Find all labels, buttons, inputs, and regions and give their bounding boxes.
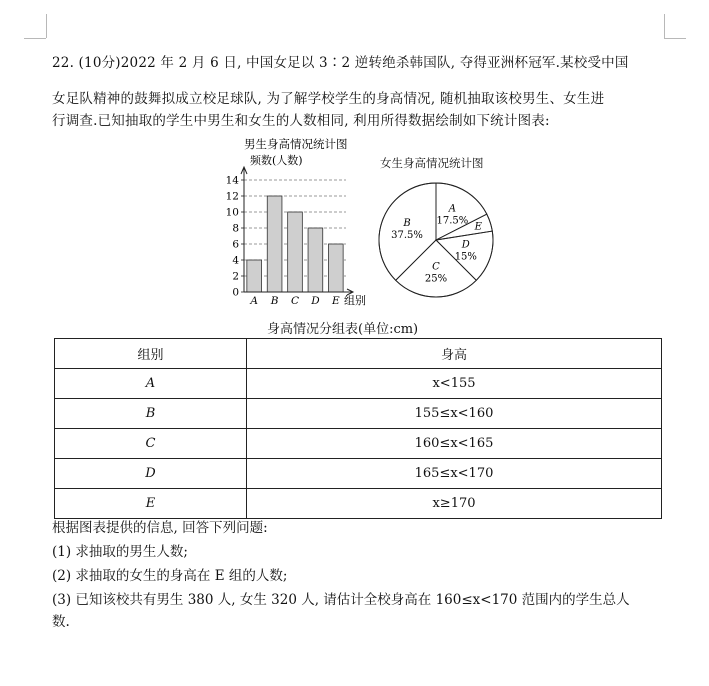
problem-line-2: 女足队精神的鼓舞拟成立校足球队, 为了解学校学生的身高情况, 随机抽取该校男生、女生进 — [52, 91, 605, 107]
question-3-line-1: (3) 已知该校共有男生 380 人, 女生 320 人, 请估计全校身高在 160≤x<170 范围内的学生总人 — [52, 592, 630, 608]
pie-chart-title: 女生身高情况统计图 — [380, 156, 484, 170]
y-tick-label: 0 — [232, 286, 239, 299]
y-tick-label: 6 — [232, 238, 239, 251]
table-cell-height: x<155 — [247, 369, 662, 399]
table-title: 身高情况分组表(单位:cm) — [267, 322, 419, 337]
crop-mark-top-right-h — [664, 38, 686, 39]
y-tick-label: 2 — [232, 270, 239, 283]
x-tick-label: D — [311, 295, 320, 307]
table-cell-height: 155≤x<160 — [247, 399, 662, 429]
y-tick-label: 8 — [232, 222, 239, 235]
pie-label-C: C — [432, 261, 440, 273]
table-cell-group: C — [55, 429, 247, 459]
bar-chart-ylabel: 频数(人数) — [250, 154, 303, 167]
x-tick-label: C — [290, 295, 300, 307]
crop-mark-top-right-v — [664, 14, 665, 38]
table-cell-height: x≥170 — [247, 489, 662, 519]
problem-line-3: 行调查.已知抽取的学生中男生和女生的人数相同, 利用所得数据绘制如下统计图表: — [52, 113, 550, 129]
table-row — [55, 429, 662, 459]
y-tick-label: 10 — [225, 206, 239, 219]
table-row — [55, 459, 662, 489]
table-row — [55, 489, 662, 519]
table-header-height: 身高 — [247, 339, 662, 369]
table-cell-height: 160≤x<165 — [247, 429, 662, 459]
questions-intro: 根据图表提供的信息, 回答下列问题: — [52, 520, 268, 536]
x-tick-label: B — [270, 295, 279, 307]
pie-label-D: D — [461, 239, 470, 251]
girls-height-pie-chart — [374, 180, 498, 300]
y-tick-label: 12 — [225, 190, 239, 203]
bar-chart-title: 男生身高情况统计图 — [244, 137, 348, 151]
bar-B — [267, 196, 282, 292]
pie-percent-B: 37.5% — [391, 230, 423, 242]
question-1: (1) 求抽取的男生人数; — [52, 544, 188, 560]
x-tick-label: E — [331, 295, 340, 307]
pie-percent-D: 15% — [454, 251, 477, 263]
question-2: (2) 求抽取的女生的身高在 E 组的人数; — [52, 568, 288, 584]
bar-chart-xlabel: 组别 — [344, 294, 366, 307]
boys-height-bar-chart — [222, 132, 380, 312]
y-tick-label: 4 — [232, 254, 239, 267]
table-cell-group: A — [55, 369, 247, 399]
crop-mark-top-left-h — [24, 38, 46, 39]
table-cell-height: 165≤x<170 — [247, 459, 662, 489]
y-tick-label: 14 — [225, 174, 239, 187]
table-row — [55, 399, 662, 429]
bar-A — [247, 260, 262, 292]
bar-E — [328, 244, 343, 292]
pie-label-B: B — [403, 218, 411, 230]
table-cell-group: B — [55, 399, 247, 429]
pie-percent-A: 17.5% — [436, 215, 469, 227]
question-3-line-2: 数. — [52, 614, 70, 630]
pie-percent-C: 25% — [424, 273, 448, 285]
problem-line-1: 22. (10分)2022 年 2 月 6 日, 中国女足以 3∶2 逆转绝杀韩国队, 夺得亚洲杯冠军.某校受中国 — [52, 55, 629, 71]
crop-mark-top-left-v — [46, 14, 47, 38]
table-row — [55, 369, 662, 399]
pie-label-A: A — [448, 203, 456, 215]
x-tick-label: A — [250, 295, 258, 307]
table-cell-group: D — [55, 459, 247, 489]
height-group-table — [54, 338, 662, 519]
bar-C — [288, 212, 303, 292]
table-header-group: 组别 — [55, 339, 247, 369]
bar-D — [308, 228, 323, 292]
pie-label-E: E — [474, 221, 482, 233]
table-cell-group: E — [55, 489, 247, 519]
